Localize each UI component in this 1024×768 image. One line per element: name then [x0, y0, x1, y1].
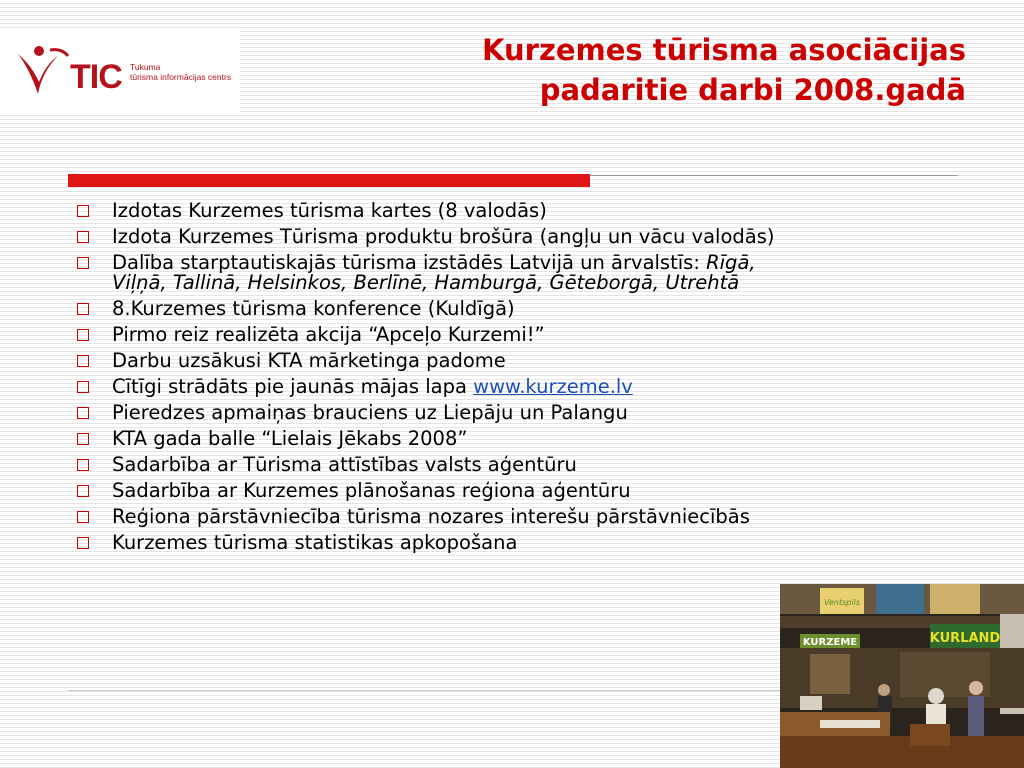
- list-item: [74, 253, 784, 293]
- bullet-square-icon: [77, 407, 89, 419]
- list-item: [74, 481, 784, 501]
- list-item: [74, 533, 784, 553]
- list-item: [74, 403, 784, 423]
- list-item: [74, 351, 784, 371]
- bullet-square-icon: [77, 355, 89, 367]
- bullet-text: 8.Kurzemes tūrisma konference (Kuldīgā): [112, 297, 515, 320]
- logo-brand: TIC: [70, 58, 122, 96]
- title-divider-line: [590, 175, 958, 176]
- slide-title: [366, 30, 966, 110]
- list-item: [74, 325, 784, 345]
- bullet-square-icon: [77, 257, 89, 269]
- bullet-text: Sadarbība ar Kurzemes plānošanas reģiona aģentūru: [112, 479, 631, 502]
- bullet-text: Darbu uzsākusi KTA mārketinga padome: [112, 349, 506, 372]
- bullet-square-icon: [77, 329, 89, 341]
- bullet-text: Pieredzes apmaiņas brauciens uz Liepāju un Palangu: [112, 401, 628, 424]
- bullet-text-italic: Rīgā, Viļņā, Tallinā, Helsinkos, Berlīnē, Hamburgā, Gēteborgā, Utrehtā: [112, 251, 756, 294]
- list-item: [74, 455, 784, 475]
- exhibition-photo-illustration: [780, 584, 1024, 768]
- photo-sign-kurland: KURLAND: [929, 631, 1001, 646]
- bullet-text: Izdotas Kurzemes tūrisma kartes (8 valodās): [112, 199, 547, 222]
- bullet-square-icon: [77, 303, 89, 315]
- bullet-square-icon: [77, 433, 89, 445]
- bullet-square-icon: [77, 511, 89, 523]
- bullet-text: Dalība starptautiskajās tūrisma izstādēs Latvijā un ārvalstīs:: [112, 251, 707, 274]
- bullet-text: Sadarbība ar Tūrisma attīstības valsts aģentūru: [112, 453, 577, 476]
- logo-subtitle: [130, 62, 231, 82]
- list-item: [74, 507, 784, 527]
- bullet-text: Izdota Kurzemes Tūrisma produktu brošūra (angļu un vācu valodās): [112, 225, 775, 248]
- bullet-text: Pirmo reiz realizēta akcija “Apceļo Kurzemi!”: [112, 323, 545, 346]
- exhibition-photo: [780, 584, 1024, 768]
- photo-sign-kurzeme: KURZEME: [802, 637, 858, 648]
- list-item: [74, 299, 784, 319]
- bullet-square-icon: [77, 205, 89, 217]
- slide-title-line1: Kurzemes tūrisma asociācijas: [482, 33, 966, 67]
- bullet-text: Reģiona pārstāvniecība tūrisma nozares interešu pārstāvniecībās: [112, 505, 750, 528]
- logo-subtitle-line1: Tukuma: [130, 62, 161, 72]
- bullet-square-icon: [77, 537, 89, 549]
- bullet-square-icon: [77, 381, 89, 393]
- photo-sign-ventspils: Ventspils: [824, 598, 860, 607]
- title-divider-bar: [68, 174, 590, 187]
- bullet-text: Cītīgi strādāts pie jaunās mājas lapa: [112, 375, 474, 398]
- bullet-text: KTA gada balle “Lielais Jēkabs 2008”: [112, 427, 468, 450]
- website-link[interactable]: www.kurzeme.lv: [473, 375, 633, 398]
- list-item: [74, 201, 784, 221]
- bullet-square-icon: [77, 231, 89, 243]
- bullet-square-icon: [77, 459, 89, 471]
- list-item: [74, 429, 784, 449]
- bullet-text: Kurzemes tūrisma statistikas apkopošana: [112, 531, 518, 554]
- tic-logo: [0, 28, 240, 112]
- tic-figure-icon: [12, 42, 72, 102]
- bullet-square-icon: [77, 485, 89, 497]
- slide-title-line2: padaritie darbi 2008.gadā: [539, 73, 966, 107]
- logo-subtitle-line2: tūrisma informācijas centrs: [130, 72, 232, 82]
- list-item: [74, 377, 784, 397]
- list-item: [74, 227, 784, 247]
- bullet-list: [74, 201, 784, 559]
